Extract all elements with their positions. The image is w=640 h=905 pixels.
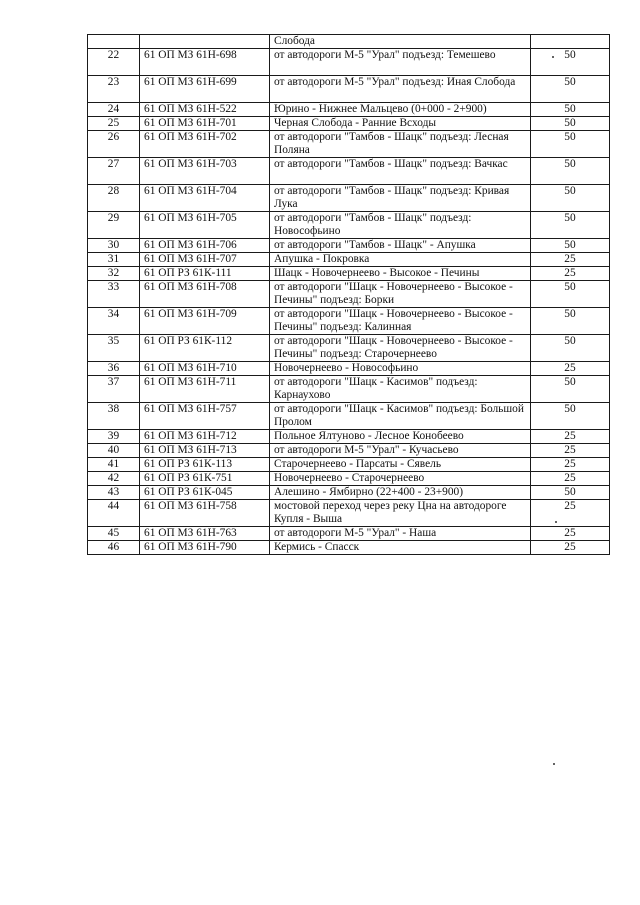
table-row: [88, 253, 610, 267]
cell-name: от автодороги "Тамбов - Шацк" - Апушка: [270, 239, 531, 253]
cell-code: [140, 35, 270, 49]
cell-number: 37: [88, 376, 140, 403]
table-row: [88, 458, 610, 472]
cell-name: от автодороги М-5 "Урал" подъезд: Темешево: [270, 49, 531, 76]
cell-name: от автодороги "Тамбов - Шацк" подъезд: Лесная Поляна: [270, 131, 531, 158]
cell-number: 42: [88, 472, 140, 486]
cell-length: 50: [531, 403, 610, 430]
cell-code: 61 ОП РЗ 61К-111: [140, 267, 270, 281]
table-row: [88, 49, 610, 76]
cell-code: 61 ОП МЗ 61Н-706: [140, 239, 270, 253]
cell-name: Новочернеево - Старочернеево: [270, 472, 531, 486]
cell-name: от автодороги "Шацк - Новочернеево - Высокое - Печины" подъезд: Старочернеево: [270, 335, 531, 362]
table-row: [88, 376, 610, 403]
cell-name: от автодороги "Шацк - Касимов" подъезд: Большой Пролом: [270, 403, 531, 430]
cell-code: 61 ОП МЗ 61Н-710: [140, 362, 270, 376]
cell-length: 25: [531, 541, 610, 555]
scan-speck: [553, 763, 555, 765]
cell-length: 50: [531, 308, 610, 335]
cell-number: 32: [88, 267, 140, 281]
cell-length: 50: [531, 158, 610, 185]
cell-number: 35: [88, 335, 140, 362]
cell-length: 25: [531, 458, 610, 472]
cell-length: 25: [531, 430, 610, 444]
cell-name: от автодороги "Шацк - Новочернеево - Высокое - Печины" подъезд: Борки: [270, 281, 531, 308]
cell-length: 50: [531, 185, 610, 212]
table-row: [88, 267, 610, 281]
cell-code: 61 ОП МЗ 61Н-709: [140, 308, 270, 335]
cell-length: 50: [531, 117, 610, 131]
cell-name: Кермись - Спасск: [270, 541, 531, 555]
cell-number: 39: [88, 430, 140, 444]
cell-name: Апушка - Покровка: [270, 253, 531, 267]
cell-number: 38: [88, 403, 140, 430]
cell-number: 45: [88, 527, 140, 541]
cell-code: 61 ОП МЗ 61Н-522: [140, 103, 270, 117]
cell-length: 25: [531, 362, 610, 376]
cell-code: 61 ОП МЗ 61Н-763: [140, 527, 270, 541]
cell-code: 61 ОП МЗ 61Н-701: [140, 117, 270, 131]
table-row: [88, 430, 610, 444]
scan-speck: [555, 521, 557, 523]
cell-code: 61 ОП МЗ 61Н-704: [140, 185, 270, 212]
table-row: [88, 335, 610, 362]
cell-length: 50: [531, 131, 610, 158]
cell-code: 61 ОП МЗ 61Н-757: [140, 403, 270, 430]
cell-name: Слобода: [270, 35, 531, 49]
cell-number: 33: [88, 281, 140, 308]
cell-number: 28: [88, 185, 140, 212]
cell-number: 31: [88, 253, 140, 267]
cell-number: 29: [88, 212, 140, 239]
cell-code: 61 ОП МЗ 61Н-707: [140, 253, 270, 267]
cell-number: 36: [88, 362, 140, 376]
cell-length: [531, 35, 610, 49]
cell-name: от автодороги "Шацк - Касимов" подъезд: Карнаухово: [270, 376, 531, 403]
cell-length: 50: [531, 76, 610, 103]
table-row: [88, 403, 610, 430]
table-row: [88, 281, 610, 308]
cell-name: Новочернеево - Новософьино: [270, 362, 531, 376]
cell-length: 50: [531, 103, 610, 117]
cell-code: 61 ОП МЗ 61Н-711: [140, 376, 270, 403]
cell-length: 50: [531, 376, 610, 403]
table-row: [88, 362, 610, 376]
cell-name: Юрино - Нижнее Мальцево (0+000 - 2+900): [270, 103, 531, 117]
scan-speck: [552, 56, 554, 58]
cell-length: 25: [531, 527, 610, 541]
cell-number: 34: [88, 308, 140, 335]
cell-name: Алешино - Ямбирно (22+400 - 23+900): [270, 486, 531, 500]
table-row-continuation: [88, 35, 610, 49]
cell-code: 61 ОП РЗ 61К-112: [140, 335, 270, 362]
cell-number: 46: [88, 541, 140, 555]
cell-code: 61 ОП МЗ 61Н-708: [140, 281, 270, 308]
cell-length: 25: [531, 253, 610, 267]
cell-length: 25: [531, 444, 610, 458]
table-row: [88, 185, 610, 212]
cell-number: 30: [88, 239, 140, 253]
cell-code: 61 ОП МЗ 61Н-705: [140, 212, 270, 239]
cell-code: 61 ОП РЗ 61К-751: [140, 472, 270, 486]
cell-code: 61 ОП МЗ 61Н-698: [140, 49, 270, 76]
cell-name: от автодороги "Шацк - Новочернеево - Высокое - Печины" подъезд: Калинная: [270, 308, 531, 335]
cell-name: от автодороги М-5 "Урал" подъезд: Иная Слобода: [270, 76, 531, 103]
cell-length: 50: [531, 486, 610, 500]
cell-number: 44: [88, 500, 140, 527]
table-row: [88, 472, 610, 486]
cell-name: Шацк - Новочернеево - Высокое - Печины: [270, 267, 531, 281]
table-row: [88, 239, 610, 253]
cell-code: 61 ОП МЗ 61Н-703: [140, 158, 270, 185]
cell-number: 24: [88, 103, 140, 117]
table-row: [88, 308, 610, 335]
cell-length: 25: [531, 267, 610, 281]
cell-length: 50: [531, 212, 610, 239]
cell-name: от автодороги "Тамбов - Шацк" подъезд: Новософьино: [270, 212, 531, 239]
table-row: [88, 500, 610, 527]
table-row: [88, 444, 610, 458]
table-row: [88, 117, 610, 131]
cell-length: 50: [531, 281, 610, 308]
table-row: [88, 131, 610, 158]
cell-number: 41: [88, 458, 140, 472]
cell-code: 61 ОП МЗ 61Н-758: [140, 500, 270, 527]
cell-name: от автодороги "Тамбов - Шацк" подъезд: Вачкас: [270, 158, 531, 185]
cell-name: Старочернеево - Парсаты - Сявель: [270, 458, 531, 472]
cell-number: 43: [88, 486, 140, 500]
cell-number: 26: [88, 131, 140, 158]
table-row: [88, 486, 610, 500]
roads-table-body: [88, 35, 610, 555]
cell-length: 50: [531, 239, 610, 253]
cell-name: от автодороги М-5 "Урал" - Кучасьево: [270, 444, 531, 458]
cell-code: 61 ОП МЗ 61Н-702: [140, 131, 270, 158]
cell-name: от автодороги "Тамбов - Шацк" подъезд: Кривая Лука: [270, 185, 531, 212]
table-row: [88, 158, 610, 185]
cell-name: мостовой переход через реку Цна на автодороге Купля - Выша: [270, 500, 531, 527]
cell-code: 61 ОП РЗ 61К-045: [140, 486, 270, 500]
cell-number: 25: [88, 117, 140, 131]
table-row: [88, 76, 610, 103]
cell-code: 61 ОП МЗ 61Н-713: [140, 444, 270, 458]
cell-number: 23: [88, 76, 140, 103]
cell-number: 40: [88, 444, 140, 458]
cell-code: 61 ОП МЗ 61Н-790: [140, 541, 270, 555]
cell-length: 50: [531, 335, 610, 362]
table-row: [88, 212, 610, 239]
cell-length: 50: [531, 49, 610, 76]
table-row: [88, 527, 610, 541]
cell-code: 61 ОП МЗ 61Н-712: [140, 430, 270, 444]
table-row: [88, 103, 610, 117]
cell-number: 22: [88, 49, 140, 76]
cell-length: 25: [531, 472, 610, 486]
table-row: [88, 541, 610, 555]
cell-code: 61 ОП РЗ 61К-113: [140, 458, 270, 472]
cell-number: [88, 35, 140, 49]
roads-table: [87, 34, 610, 555]
cell-name: Черная Слобода - Ранние Всходы: [270, 117, 531, 131]
cell-number: 27: [88, 158, 140, 185]
cell-name: от автодороги М-5 "Урал" - Наша: [270, 527, 531, 541]
cell-length: 25: [531, 500, 610, 527]
cell-name: Польное Ялтуново - Лесное Конобеево: [270, 430, 531, 444]
cell-code: 61 ОП МЗ 61Н-699: [140, 76, 270, 103]
